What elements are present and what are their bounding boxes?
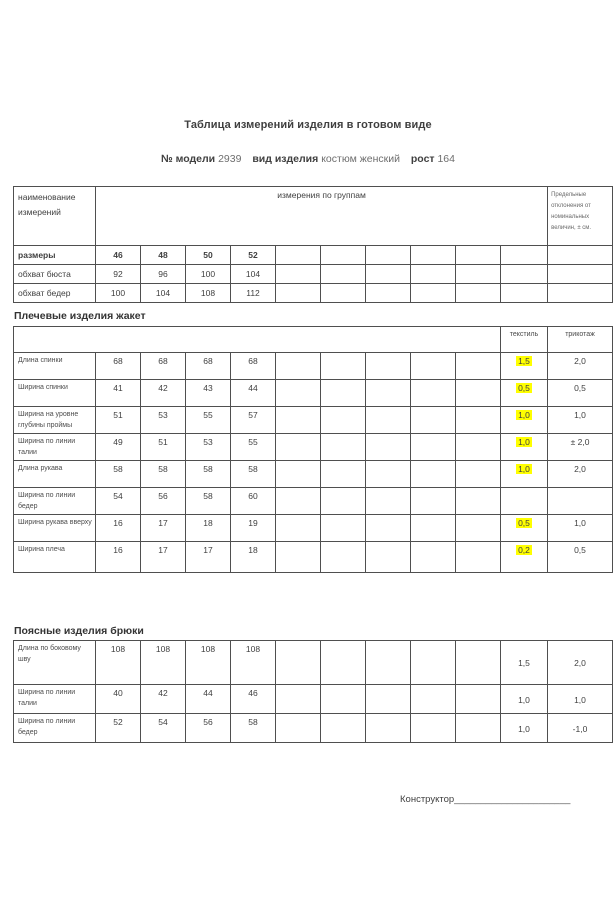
jacket-table-header-row (14, 327, 613, 353)
measurement-value-cell: 53 (141, 407, 186, 434)
size-value-cell (276, 246, 321, 265)
measurement-value-cell (321, 488, 366, 515)
item-type-value: костюм женский (321, 153, 400, 165)
size-value-cell (321, 246, 366, 265)
size-value-cell (456, 284, 501, 303)
textile-tolerance-cell (501, 380, 548, 407)
measurement-value-cell (411, 542, 456, 573)
measurement-value-cell: 68 (141, 353, 186, 380)
textile-tolerance-cell (501, 488, 548, 515)
measurement-value-cell: 17 (141, 515, 186, 542)
measurement-value-cell (366, 685, 411, 714)
measurement-value-cell (276, 407, 321, 434)
measurement-value-cell (321, 515, 366, 542)
measurement-value-cell (321, 542, 366, 573)
tolerance-header-cell: Предельные отклонения от номинальных величин, ± см. (548, 187, 613, 246)
measurement-value-cell: 42 (141, 380, 186, 407)
jacket-table-row (14, 542, 613, 573)
highlighted-value: 1,0 (518, 437, 530, 447)
size-value-cell (411, 246, 456, 265)
measurement-value-cell: 16 (96, 515, 141, 542)
measurement-value-cell: 16 (96, 542, 141, 573)
row-label-cell: Ширина по линии талии (14, 685, 96, 714)
item-type-label: вид изделия (252, 153, 319, 165)
knit-tolerance-cell: 1,0 (548, 407, 613, 434)
row-label-cell: Ширина по линии бедер (14, 488, 96, 515)
measurement-value-cell (456, 407, 501, 434)
measurement-value-cell: 56 (141, 488, 186, 515)
measurement-value-cell (276, 434, 321, 461)
jacket-table-row (14, 515, 613, 542)
textile-tolerance-cell (501, 461, 548, 488)
name-header-cell: наименование измерений (14, 187, 96, 246)
knit-tolerance-cell: 0,5 (548, 542, 613, 573)
measurement-value-cell: 53 (186, 434, 231, 461)
row-label-cell: Ширина по линии бедер (14, 714, 96, 743)
measurement-value-cell: 58 (186, 461, 231, 488)
measurement-value-cell: 55 (186, 407, 231, 434)
textile-tolerance-cell (501, 407, 548, 434)
model-info-line (0, 153, 616, 165)
row-label-cell: Ширина рукава вверху (14, 515, 96, 542)
measurement-value-cell (456, 542, 501, 573)
measurement-value-cell (366, 407, 411, 434)
row-label-cell: Длина рукава (14, 461, 96, 488)
sizes-table-row (14, 246, 613, 265)
measurement-value-cell: 58 (96, 461, 141, 488)
size-value-cell: 100 (96, 284, 141, 303)
measurement-value-cell: 54 (96, 488, 141, 515)
measurement-value-cell (321, 685, 366, 714)
highlighted-value: 0,5 (518, 518, 530, 528)
measurement-value-cell: 17 (141, 542, 186, 573)
measurement-value-cell (366, 714, 411, 743)
row-label-cell: Ширина плеча (14, 542, 96, 573)
measurement-value-cell: 18 (231, 542, 276, 573)
row-label-cell: Ширина на уровне глубины проймы (14, 407, 96, 434)
height-value: 164 (437, 153, 455, 165)
measurement-value-cell: 44 (186, 685, 231, 714)
page-title: Таблица измерений изделия в готовом виде (184, 119, 432, 131)
measurement-value-cell (276, 380, 321, 407)
size-value-cell (501, 284, 548, 303)
size-value-cell (411, 284, 456, 303)
measurement-value-cell (411, 461, 456, 488)
measurement-value-cell: 108 (96, 641, 141, 685)
measurement-value-cell (276, 353, 321, 380)
size-value-cell: 100 (186, 265, 231, 284)
measurement-value-cell (411, 434, 456, 461)
measurement-value-cell (321, 461, 366, 488)
measurement-value-cell (276, 641, 321, 685)
jacket-section-heading: Плечевые изделия жакет (14, 310, 146, 322)
measurement-value-cell (366, 434, 411, 461)
jacket-table-row (14, 461, 613, 488)
knit-header-cell: трикотаж (548, 327, 613, 353)
sizes-table-row (14, 265, 613, 284)
size-value-cell: 52 (231, 246, 276, 265)
size-value-cell (366, 246, 411, 265)
highlighted-value: 1,0 (518, 410, 530, 420)
size-value-cell: 48 (141, 246, 186, 265)
textile-tolerance-cell: 1,0 (501, 685, 548, 714)
measurement-value-cell: 52 (96, 714, 141, 743)
measurement-value-cell: 58 (231, 461, 276, 488)
designer-signature-row (400, 794, 570, 805)
measurement-value-cell: 55 (231, 434, 276, 461)
measurement-value-cell (276, 488, 321, 515)
empty-header-cell (14, 327, 501, 353)
highlighted-value: 1,0 (518, 464, 530, 474)
size-value-cell (501, 265, 548, 284)
measurement-value-cell (411, 353, 456, 380)
size-value-cell: 92 (96, 265, 141, 284)
measurement-value-cell: 60 (231, 488, 276, 515)
measurement-value-cell: 56 (186, 714, 231, 743)
row-label-cell: обхват бюста (14, 265, 96, 284)
measurement-value-cell (456, 434, 501, 461)
measurement-value-cell: 44 (231, 380, 276, 407)
measurement-value-cell (411, 685, 456, 714)
knit-tolerance-cell: 1,0 (548, 685, 613, 714)
jacket-table-row (14, 407, 613, 434)
row-label-cell: размеры (14, 246, 96, 265)
size-value-cell (321, 265, 366, 284)
knit-tolerance-cell: 1,0 (548, 515, 613, 542)
measurement-value-cell (366, 542, 411, 573)
measurement-value-cell: 51 (96, 407, 141, 434)
size-value-cell: 108 (186, 284, 231, 303)
tolerance-cell (548, 284, 613, 303)
measurement-value-cell: 49 (96, 434, 141, 461)
size-value-cell (276, 265, 321, 284)
measurement-value-cell: 40 (96, 685, 141, 714)
trousers-measurements-table (13, 640, 613, 743)
size-value-cell (456, 265, 501, 284)
jacket-table-row (14, 353, 613, 380)
measurement-value-cell: 68 (186, 353, 231, 380)
measurement-value-cell (276, 515, 321, 542)
measurement-value-cell (456, 641, 501, 685)
measurement-value-cell: 58 (141, 461, 186, 488)
knit-tolerance-cell: ± 2,0 (548, 434, 613, 461)
tolerance-cell (548, 246, 613, 265)
jacket-table-row (14, 380, 613, 407)
measurement-value-cell (321, 434, 366, 461)
row-label-cell: Ширина спинки (14, 380, 96, 407)
measurement-value-cell (366, 461, 411, 488)
measurement-value-cell (411, 488, 456, 515)
measurement-value-cell: 68 (231, 353, 276, 380)
measurement-value-cell: 108 (141, 641, 186, 685)
size-value-cell (501, 246, 548, 265)
measurement-value-cell (276, 461, 321, 488)
knit-tolerance-cell: 2,0 (548, 461, 613, 488)
textile-tolerance-cell (501, 434, 548, 461)
highlighted-value: 0,2 (518, 545, 530, 555)
size-value-cell (456, 246, 501, 265)
sizes-table-row (14, 284, 613, 303)
measurement-value-cell (321, 714, 366, 743)
jacket-table-row (14, 488, 613, 515)
textile-tolerance-cell (501, 515, 548, 542)
size-value-cell (276, 284, 321, 303)
jacket-measurements-table (13, 326, 613, 573)
measurement-value-cell (456, 685, 501, 714)
size-value-cell (366, 284, 411, 303)
measurement-value-cell: 108 (186, 641, 231, 685)
highlighted-value: 1,5 (518, 356, 530, 366)
measurement-value-cell (321, 380, 366, 407)
measurement-value-cell (456, 714, 501, 743)
measurement-value-cell (276, 685, 321, 714)
measurement-value-cell: 18 (186, 515, 231, 542)
size-value-cell (411, 265, 456, 284)
measurement-value-cell: 54 (141, 714, 186, 743)
textile-tolerance-cell (501, 542, 548, 573)
measurement-value-cell (366, 353, 411, 380)
measurement-value-cell (411, 407, 456, 434)
size-value-cell (366, 265, 411, 284)
jacket-table-row (14, 434, 613, 461)
measurement-value-cell: 19 (231, 515, 276, 542)
knit-tolerance-cell: 2,0 (548, 641, 613, 685)
measurement-value-cell: 68 (96, 353, 141, 380)
measurement-value-cell (321, 641, 366, 685)
size-value-cell (321, 284, 366, 303)
measurement-value-cell: 51 (141, 434, 186, 461)
size-value-cell: 112 (231, 284, 276, 303)
measurement-value-cell (456, 515, 501, 542)
measurement-value-cell (456, 461, 501, 488)
measurement-value-cell: 42 (141, 685, 186, 714)
trousers-table-row (14, 685, 613, 714)
measurement-value-cell: 43 (186, 380, 231, 407)
measurement-value-cell (321, 407, 366, 434)
sizes-table-header-row (14, 187, 613, 246)
measurement-value-cell: 46 (231, 685, 276, 714)
measurement-value-cell: 58 (231, 714, 276, 743)
measurement-value-cell (411, 380, 456, 407)
textile-tolerance-cell: 1,5 (501, 641, 548, 685)
model-number-value: 2939 (218, 153, 242, 165)
textile-tolerance-cell: 1,0 (501, 714, 548, 743)
measurement-value-cell: 58 (186, 488, 231, 515)
sizes-table (13, 186, 613, 303)
measurement-value-cell (366, 515, 411, 542)
trousers-table-row (14, 714, 613, 743)
model-number-label: № модели (160, 153, 216, 165)
tolerance-cell (548, 265, 613, 284)
measurement-value-cell (366, 641, 411, 685)
measurement-value-cell: 57 (231, 407, 276, 434)
trousers-section-heading: Поясные изделия брюки (14, 625, 144, 637)
measurement-value-cell: 17 (186, 542, 231, 573)
row-label-cell: Длина спинки (14, 353, 96, 380)
measurement-value-cell (276, 714, 321, 743)
measurement-value-cell: 108 (231, 641, 276, 685)
highlighted-value: 0,5 (518, 383, 530, 393)
groups-header-cell: измерения по группам (96, 187, 548, 246)
measurement-value-cell (276, 542, 321, 573)
trousers-table-row (14, 641, 613, 685)
size-value-cell: 104 (141, 284, 186, 303)
height-label: рост (410, 153, 435, 165)
measurement-value-cell (411, 641, 456, 685)
signature-line: ______________________ (454, 794, 571, 805)
measurement-value-cell (321, 353, 366, 380)
knit-tolerance-cell: -1,0 (548, 714, 613, 743)
row-label-cell: Длина по боковому шву (14, 641, 96, 685)
size-value-cell: 50 (186, 246, 231, 265)
knit-tolerance-cell: 2,0 (548, 353, 613, 380)
measurement-value-cell (456, 380, 501, 407)
measurement-value-cell (456, 488, 501, 515)
measurement-value-cell (456, 353, 501, 380)
row-label-cell: Ширина по линии талии (14, 434, 96, 461)
textile-tolerance-cell (501, 353, 548, 380)
row-label-cell: обхват бедер (14, 284, 96, 303)
measurement-value-cell: 41 (96, 380, 141, 407)
textile-header-cell: текстиль (501, 327, 548, 353)
knit-tolerance-cell (548, 488, 613, 515)
measurement-value-cell (411, 714, 456, 743)
size-value-cell: 104 (231, 265, 276, 284)
designer-label: Конструктор (400, 794, 455, 805)
measurement-value-cell (366, 380, 411, 407)
size-value-cell: 96 (141, 265, 186, 284)
measurement-value-cell (366, 488, 411, 515)
size-value-cell: 46 (96, 246, 141, 265)
knit-tolerance-cell: 0,5 (548, 380, 613, 407)
measurement-value-cell (411, 515, 456, 542)
